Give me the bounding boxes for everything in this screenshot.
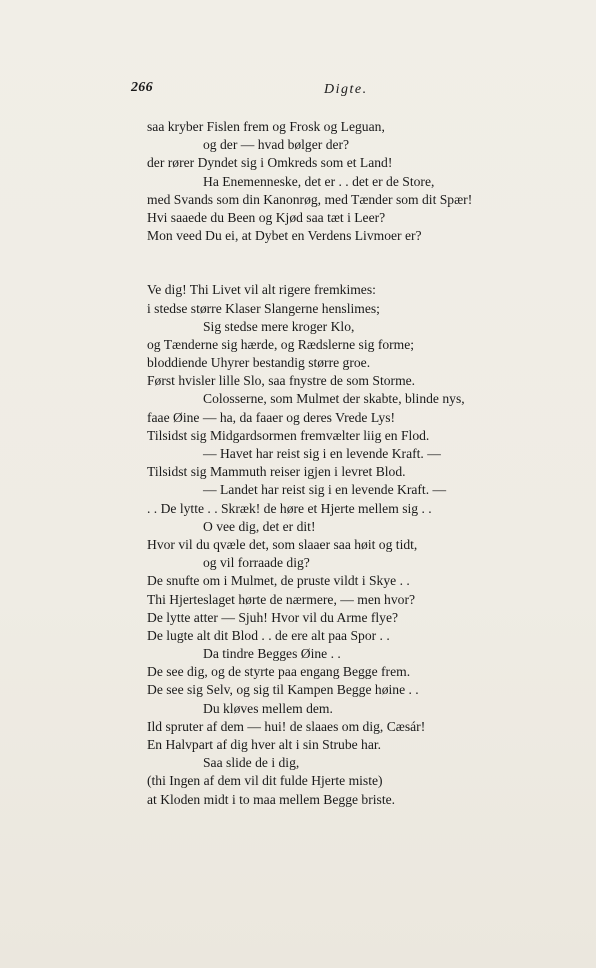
verse-line: og der — hvad bølger der? (203, 137, 350, 153)
verse-line: Hvi saaede du Been og Kjød saa tæt i Leer? (147, 209, 386, 225)
verse-line: O vee dig, det er dit! (203, 518, 316, 534)
verse-line: De lytte atter — Sjuh! Hvor vil du Arme flye? (147, 609, 399, 625)
verse-line: De see sig Selv, og sig til Kampen Begge høine . . (147, 682, 419, 698)
verse-line: Ild spruter af dem — hui! de slaaes om dig, Cæsár! (147, 718, 426, 734)
verse-line: Sig stedse mere kroger Klo, (203, 318, 355, 334)
verse-line: og vil forraade dig? (203, 555, 310, 571)
page-number: 266 (131, 80, 153, 95)
stanza-2 (147, 281, 567, 808)
stanza-1 (147, 118, 567, 245)
verse-line: Thi Hjerteslaget hørte de nærmere, — men hvor? (147, 591, 416, 607)
verse-line: Ve dig! Thi Livet vil alt rigere fremkimes: (147, 282, 376, 298)
verse-line: (thi Ingen af dem vil dit fulde Hjerte miste) (147, 773, 383, 789)
verse-line: at Kloden midt i to maa mellem Begge briste. (147, 791, 396, 807)
running-title: Digte. (324, 82, 368, 97)
verse-line: og Tænderne sig hærde, og Rædslerne sig forme; (147, 336, 415, 352)
verse-line: De see dig, og de styrte paa engang Begge frem. (147, 664, 411, 680)
verse-line: Tilsidst sig Midgardsormen fremvælter liig en Flod. (147, 427, 430, 443)
verse-line: Mon veed Du ei, at Dybet en Verdens Livmoer er? (147, 228, 422, 244)
verse-line: saa kryber Fislen frem og Frosk og Leguan, (147, 119, 385, 134)
page-header (0, 80, 596, 100)
verse-line: Ha Enemenneske, det er . . det er de Store, (203, 173, 435, 189)
verse-line: — Landet har reist sig i en levende Kraft. — (203, 482, 447, 498)
verse-line: . . De lytte . . Skræk! de høre et Hjerte mellem sig . . (147, 500, 432, 516)
verse-line: Colosserne, som Mulmet der skabte, blinde nys, (203, 391, 465, 407)
verse-line: med Svands som din Kanonrøg, med Tænder som dit Spær! (147, 191, 473, 207)
verse-line: Tilsidst sig Mammuth reiser igjen i levret Blod. (147, 464, 406, 480)
verse-line: faae Øine — ha, da faaer og deres Vrede Lys! (147, 409, 396, 425)
verse-line: Først hvisler lille Slo, saa fnystre de som Storme. (147, 373, 416, 389)
verse-line: bloddiende Uhyrer bestandig større groe. (147, 355, 371, 371)
verse-line: De snufte om i Mulmet, de pruste vildt i Skye . . (147, 573, 410, 589)
verse-line: Hvor vil du qvæle det, som slaaer saa høit og tidt, (147, 536, 418, 552)
verse-line: Da tindre Begges Øine . . (203, 646, 341, 662)
verse-line: Saa slide de i dig, (203, 755, 300, 771)
poem-text (147, 118, 567, 809)
verse-line: De lugte alt dit Blod . . de ere alt paa Spor . . (147, 627, 390, 643)
verse-line: En Halvpart af dig hver alt i sin Strube har. (147, 737, 382, 752)
verse-line: i stedse større Klaser Slangerne henslimes; (147, 300, 380, 316)
verse-line: — Havet har reist sig i en levende Kraft. — (203, 446, 441, 461)
verse-line: der rører Dyndet sig i Omkreds som et Land! (147, 155, 393, 171)
verse-line: Du kløves mellem dem. (203, 700, 333, 716)
